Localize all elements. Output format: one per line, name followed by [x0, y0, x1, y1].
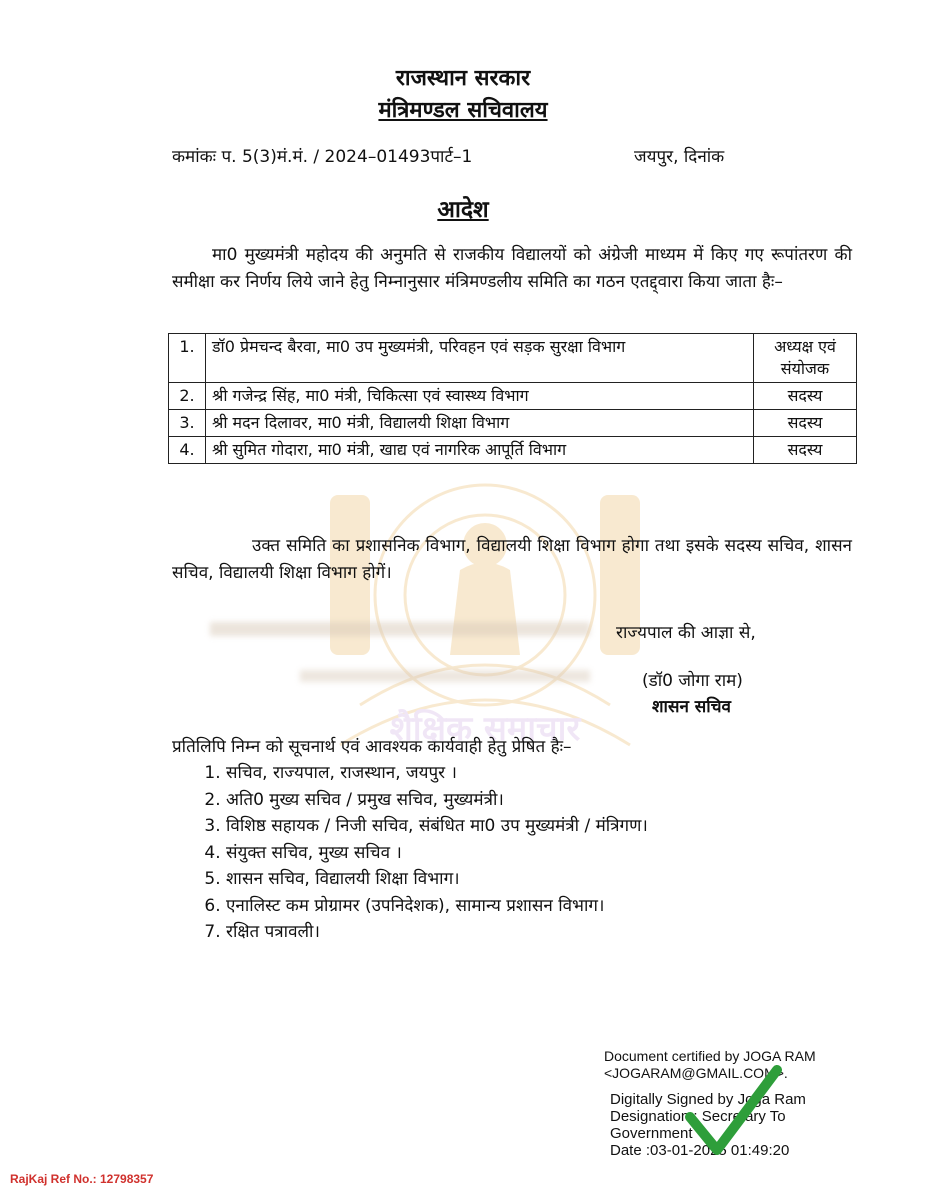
watermark-text: शैक्षिक समाचार	[389, 709, 581, 749]
governor-authority: राज्यपाल की आज्ञा से,	[616, 623, 756, 643]
signatory-name: (डॉ0 जोगा राम)	[642, 671, 743, 691]
rajkaj-reference: RajKaj Ref No.: 12798357	[10, 1172, 154, 1186]
member-name: डॉ0 प्रेमचन्द बैरवा, मा0 उप मुख्यमंत्री, परिवहन एवं सड़क सुरक्षा विभाग	[206, 334, 754, 383]
member-name: श्री गजेन्द्र सिंह, मा0 मंत्री, चिकित्सा एवं स्वास्थ्य विभाग	[206, 383, 754, 410]
list-item: 6. एनालिस्ट कम प्रोग्रामर (उपनिदेशक), सामान्य प्रशासन विभाग।	[226, 893, 648, 920]
signed-by: Digitally Signed by Joga Ram	[610, 1091, 806, 1108]
copy-intro: प्रतिलिपि निम्न को सूचनार्थ एवं आवश्यक कार्यवाही हेतु प्रेषित हैः–	[172, 737, 572, 757]
blurred-text	[210, 622, 590, 636]
department-title-text: मंत्रिमण्डल सचिवालय	[378, 98, 548, 123]
place-date: जयपुर, दिनांक	[634, 147, 725, 167]
table-row	[169, 410, 857, 437]
government-title: राजस्थान सरकार	[395, 66, 531, 91]
department-title	[0, 94, 926, 124]
signer-designation: Designation : Secretary To	[610, 1108, 786, 1125]
member-role: सदस्य	[754, 383, 857, 410]
member-number: 1.	[169, 334, 206, 383]
list-item: 7. रक्षित पत्रावली।	[226, 919, 648, 946]
list-item: 3. विशिष्ठ सहायक / निजी सचिव, संबंधित मा0 उप मुख्यमंत्री / मंत्रिगण।	[226, 813, 648, 840]
member-role: सदस्य	[754, 410, 857, 437]
admin-paragraph: उक्त समिति का प्रशासनिक विभाग, विद्यालयी शिक्षा विभाग होगा तथा इसके सदस्य सचिव, शासन सचिव, विद्यालयी शिक्षा विभाग होगें।	[172, 536, 852, 583]
member-role: सदस्य	[754, 437, 857, 464]
member-role: अध्यक्ष एवं संयोजक	[754, 334, 857, 383]
member-number: 2.	[169, 383, 206, 410]
committee-table	[168, 333, 857, 464]
list-item: 5. शासन सचिव, विद्यालयी शिक्षा विभाग।	[226, 866, 648, 893]
checkmark-icon	[682, 1062, 782, 1162]
list-item: 1. सचिव, राज्यपाल, राजस्थान, जयपुर ।	[226, 760, 648, 787]
watermark-emblem-icon	[320, 455, 650, 755]
table-row	[169, 334, 857, 383]
member-name: श्री मदन दिलावर, मा0 मंत्री, विद्यालयी शिक्षा विभाग	[206, 410, 754, 437]
signer-designation-cont: Government	[610, 1125, 693, 1142]
member-name: श्री सुमित गोदारा, मा0 मंत्री, खाद्य एवं नागरिक आपूर्ति विभाग	[206, 437, 754, 464]
certified-by: Document certified by JOGA RAM	[604, 1048, 816, 1064]
member-number: 4.	[169, 437, 206, 464]
order-paragraph: मा0 मुख्यमंत्री महोदय की अनुमति से राजकीय विद्यालयों को अंग्रेजी माध्यम में किए गए रूपांतरण की समीक्षा कर निर्णय लिये जाने हेतु निम्नानुसार मंत्रिमण्डलीय समिति का गठन एतद्द्वारा किया जाता हैः–	[172, 245, 852, 292]
list-item: 2. अति0 मुख्य सचिव / प्रमुख सचिव, मुख्यमंत्री।	[226, 787, 648, 814]
signature-date: Date :03-01-2025 01:49:20	[610, 1142, 790, 1159]
blurred-text	[300, 670, 590, 682]
order-title-text: आदेश	[437, 197, 489, 223]
reference-number: कमांकः प. 5(3)मं.मं. / 2024–01493पार्ट–1	[172, 147, 473, 167]
certified-email: <JOGARAM@GMAIL.COM>.	[604, 1065, 788, 1081]
order-title	[0, 192, 926, 224]
table-row	[169, 383, 857, 410]
list-item: 4. संयुक्त सचिव, मुख्य सचिव ।	[226, 840, 648, 867]
copy-list	[186, 760, 648, 946]
signatory-designation: शासन सचिव	[652, 697, 731, 717]
member-number: 3.	[169, 410, 206, 437]
